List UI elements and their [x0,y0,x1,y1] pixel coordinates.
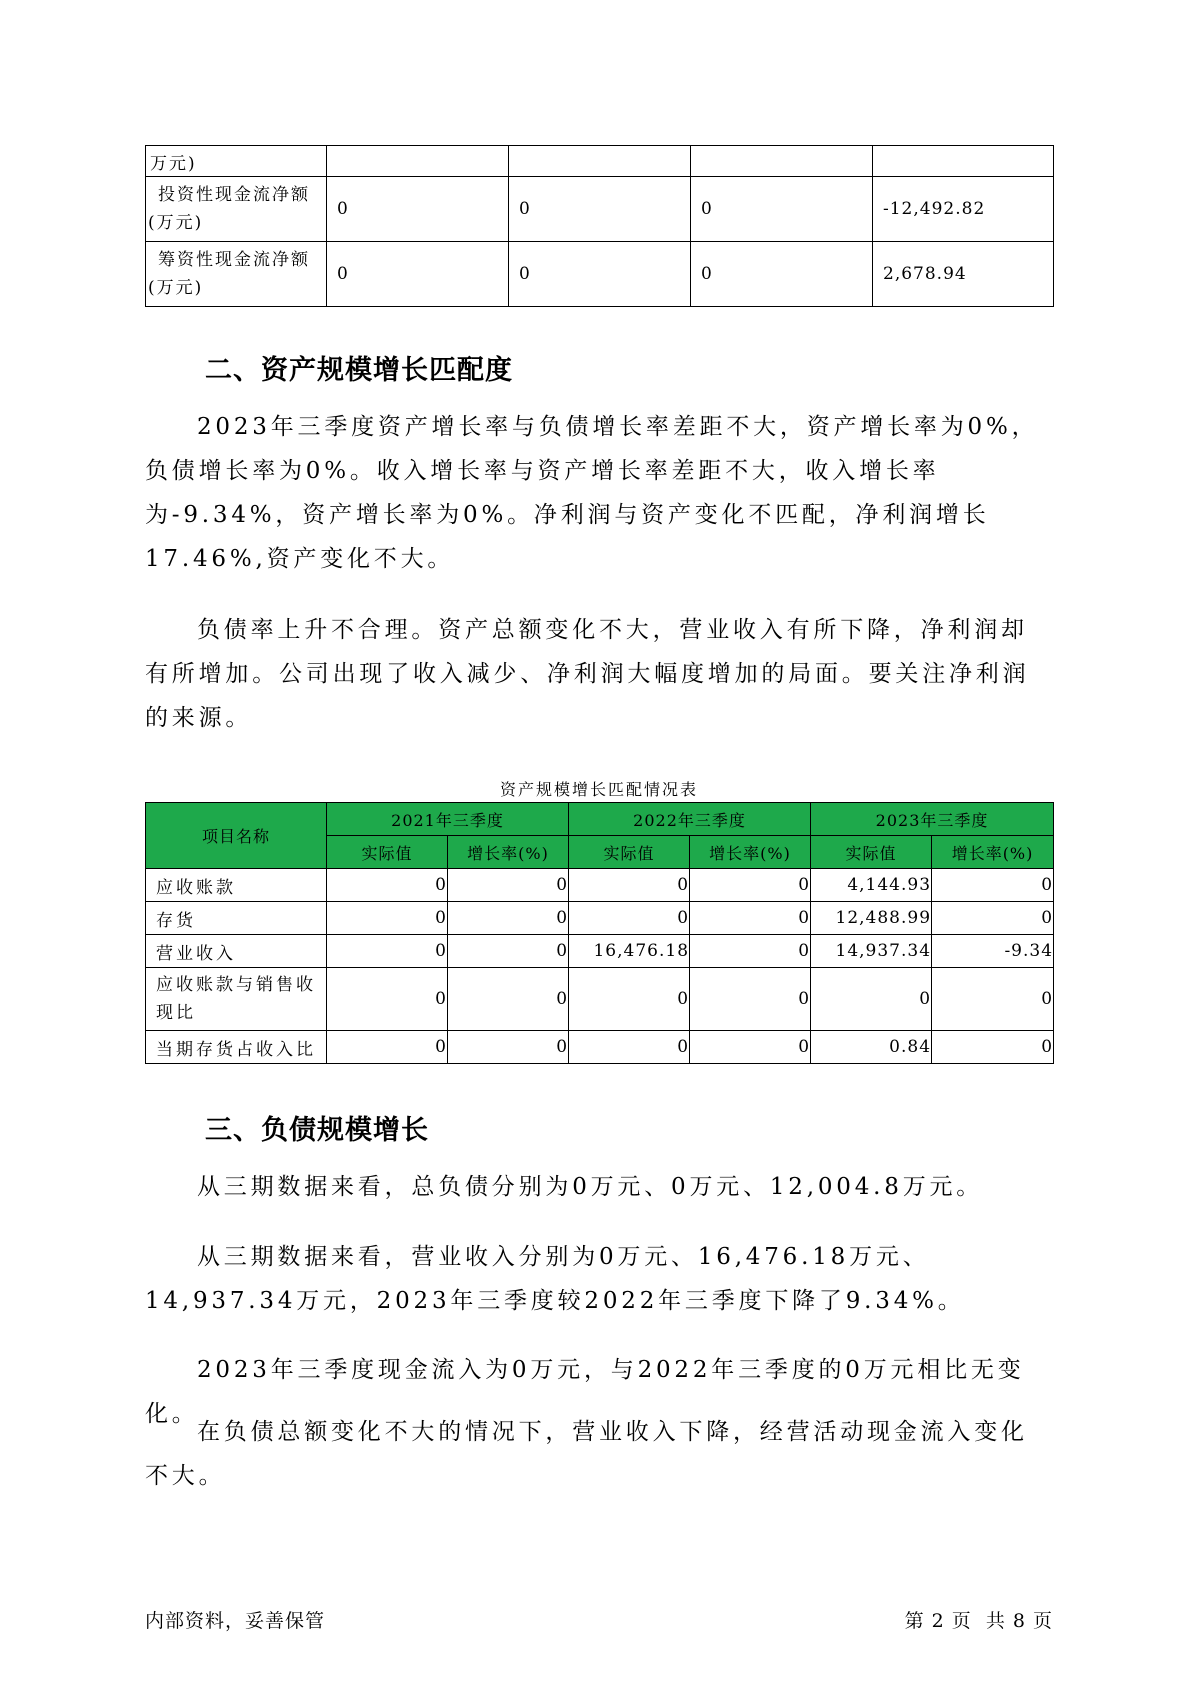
cell: 0 [327,177,509,242]
table-row [146,968,1054,1031]
cell: 2,678.94 [873,242,1054,307]
paragraph: 从三期数据来看，营业收入分别为0万元、16,476.18万元、14,937.34万元，2023年三季度较2022年三季度下降了9.34%。 [145,1244,965,1314]
header-actual: 实际值 [811,836,932,869]
row-label: 应收账款 [146,869,327,902]
cell: 0 [690,1031,811,1064]
cell: 0 [691,242,873,307]
paragraph: 2023年三季度现金流入为0万元，与2022年三季度的0万元相比无变化。 [145,1357,1025,1427]
table-row [146,177,1054,242]
header-growth: 增长率(%) [932,836,1054,869]
row-label: 存货 [146,902,327,935]
cell: 0 [932,1031,1054,1064]
header-period: 2021年三季度 [327,803,569,836]
cell: 0 [448,935,569,968]
cell [327,146,509,177]
cell: 14,937.34 [811,935,932,968]
footer-page-number: 第 2 页 共 8 页 [904,1610,1053,1632]
cell [691,146,873,177]
cell: 0 [327,869,448,902]
cell: 0 [327,902,448,935]
table-row [146,1031,1054,1064]
header-growth: 增长率(%) [690,836,811,869]
paragraph: 负债率上升不合理。资产总额变化不大，营业收入有所下降，净利润却有所增加。公司出现了收入减少、净利润大幅度增加的局面。要关注净利润的来源。 [145,617,1030,731]
cell: 16,476.18 [569,935,690,968]
cell: 0 [690,869,811,902]
cell: 0 [932,869,1054,902]
cell: 0 [327,242,509,307]
cell: 0 [448,869,569,902]
cell: 12,488.99 [811,902,932,935]
header-period: 2023年三季度 [811,803,1054,836]
paragraph: 在负债总额变化不大的情况下，营业收入下降，经营活动现金流入变化不大。 [145,1419,1028,1489]
cell: 0 [569,902,690,935]
header-period: 2022年三季度 [569,803,811,836]
cell: 0 [448,902,569,935]
cell: -12,492.82 [873,177,1054,242]
row-label: 万元) [146,146,327,177]
cell: 0 [509,177,691,242]
cell: 0 [691,177,873,242]
cell: 0 [569,1031,690,1064]
paragraph: 从三期数据来看，总负债分别为0万元、0万元、12,004.8万元。 [197,1174,984,1200]
cell: 0 [932,968,1054,1031]
cell [873,146,1054,177]
row-label: 投资性现金流净额(万元) [146,177,327,242]
cell: 0 [932,902,1054,935]
cell: 0 [327,935,448,968]
table-row [146,869,1054,902]
row-label: 营业收入 [146,935,327,968]
header-actual: 实际值 [327,836,448,869]
asset-match-table [145,802,1054,1064]
cell: 0 [327,1031,448,1064]
header-growth: 增长率(%) [448,836,569,869]
cell: 4,144.93 [811,869,932,902]
paragraph: 2023年三季度资产增长率与负债增长率差距不大，资产增长率为0%，负债增长率为0%。收入增长率与资产增长率差距不大，收入增长率为-9.34%，资产增长率为0%。净利润与资产变化不匹配，净利润增长17.46%,资产变化不大。 [145,414,1039,572]
header-actual: 实际值 [569,836,690,869]
cell: 0 [569,869,690,902]
cashflow-table [145,145,1054,307]
cell: 0 [509,242,691,307]
cell: 0 [811,968,932,1031]
table-row [146,902,1054,935]
cell: -9.34 [932,935,1054,968]
cell: 0 [569,968,690,1031]
table-row [146,935,1054,968]
cell: 0 [448,1031,569,1064]
cell: 0 [690,935,811,968]
table-caption: 资产规模增长匹配情况表 [499,780,698,799]
cell: 0 [327,968,448,1031]
table-row [146,242,1054,307]
cell: 0 [690,902,811,935]
cell: 0.84 [811,1031,932,1064]
row-label: 当期存货占收入比 [146,1031,327,1064]
section-title: 二、资产规模增长匹配度 [205,355,513,386]
footer-confidential: 内部资料，妥善保管 [145,1610,326,1632]
cell: 0 [690,968,811,1031]
section-title: 三、负债规模增长 [205,1115,429,1146]
table-row [146,146,1054,177]
cell: 0 [448,968,569,1031]
row-label: 筹资性现金流净额(万元) [146,242,327,307]
row-label: 应收账款与销售收现比 [146,968,327,1031]
cell [509,146,691,177]
header-item: 项目名称 [146,803,327,869]
